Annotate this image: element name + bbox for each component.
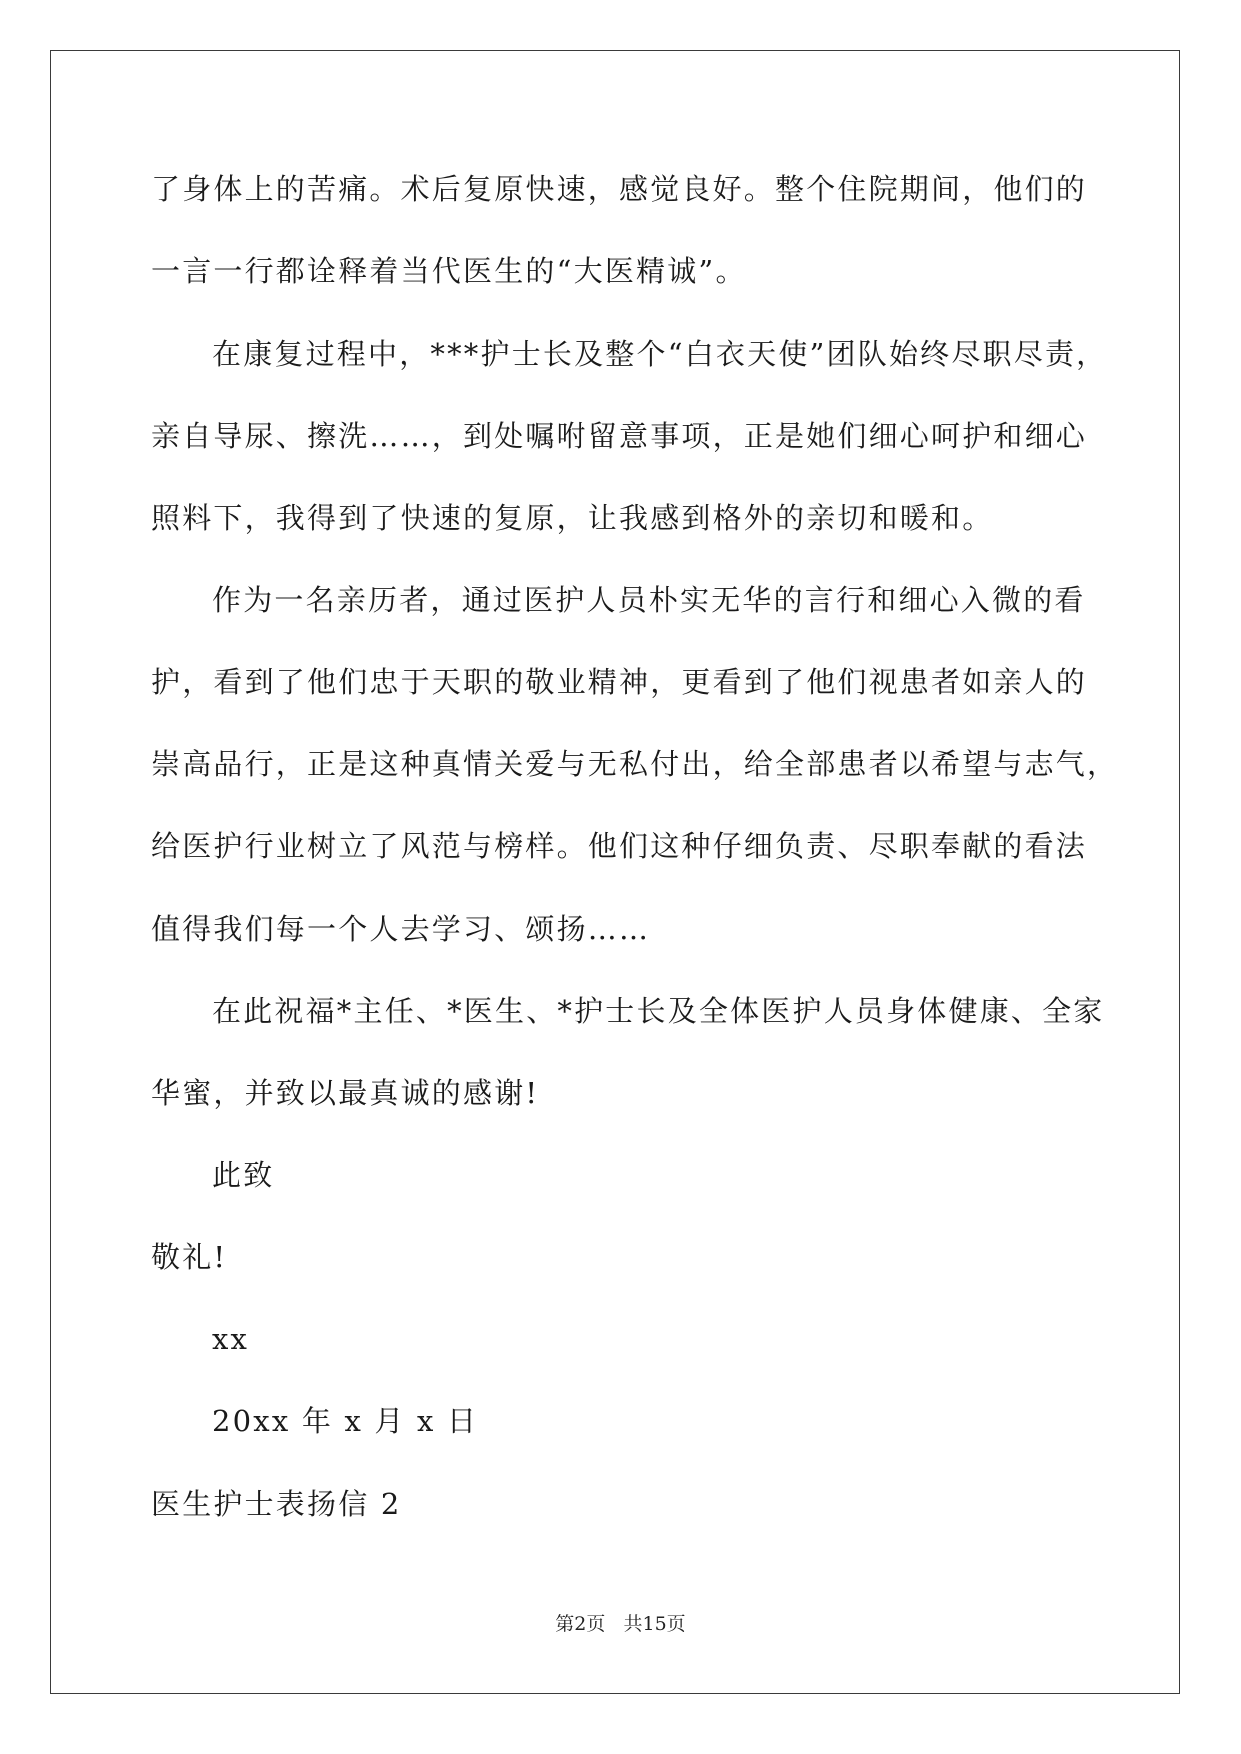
paragraph-line: 给医护行业树立了风范与榜样。他们这种仔细负责、尽职奉献的看法 [151,829,1088,863]
paragraph-line: 了身体上的苦痛。术后复原快速，感觉良好。整个住院期间，他们的 [151,172,1088,206]
signature-name: xx [212,1322,250,1356]
paragraph-line: 在此祝福*主任、*医生、*护士长及全体医护人员身体健康、全家 [212,994,1105,1028]
section-heading: 医生护士表扬信 2 [151,1487,402,1521]
page-number-footer: 第2页 共15页 [555,1613,686,1635]
paragraph-line: 华蜜，并致以最真诚的感谢! [151,1076,540,1110]
paragraph-line: 崇高品行，正是这种真情关爱与无私付出，给全部患者以希望与志气， [151,747,1119,781]
paragraph-line: 值得我们每一个人去学习、颂扬…… [151,912,651,946]
page-border [50,50,1180,1694]
paragraph-line: 照料下，我得到了快速的复原，让我感到格外的亲切和暖和。 [151,501,994,535]
paragraph-line: 作为一名亲历者，通过医护人员朴实无华的言行和细心入微的看 [212,583,1086,617]
paragraph-line: 亲自导尿、擦洗……，到处嘱咐留意事项，正是她们细心呵护和细心 [151,419,1088,453]
paragraph-line: 在康复过程中，***护士长及整个“白衣天使”团队始终尽职尽责， [212,337,1108,371]
paragraph-line: 一言一行都诠释着当代医生的“大医精诚”。 [151,254,747,288]
signature-date: 20xx 年 x 月 x 日 [212,1404,479,1438]
closing-salutation: 此致 [212,1158,275,1192]
closing-regards: 敬礼! [151,1240,228,1274]
paragraph-line: 护，看到了他们忠于天职的敬业精神，更看到了他们视患者如亲人的 [151,665,1088,699]
